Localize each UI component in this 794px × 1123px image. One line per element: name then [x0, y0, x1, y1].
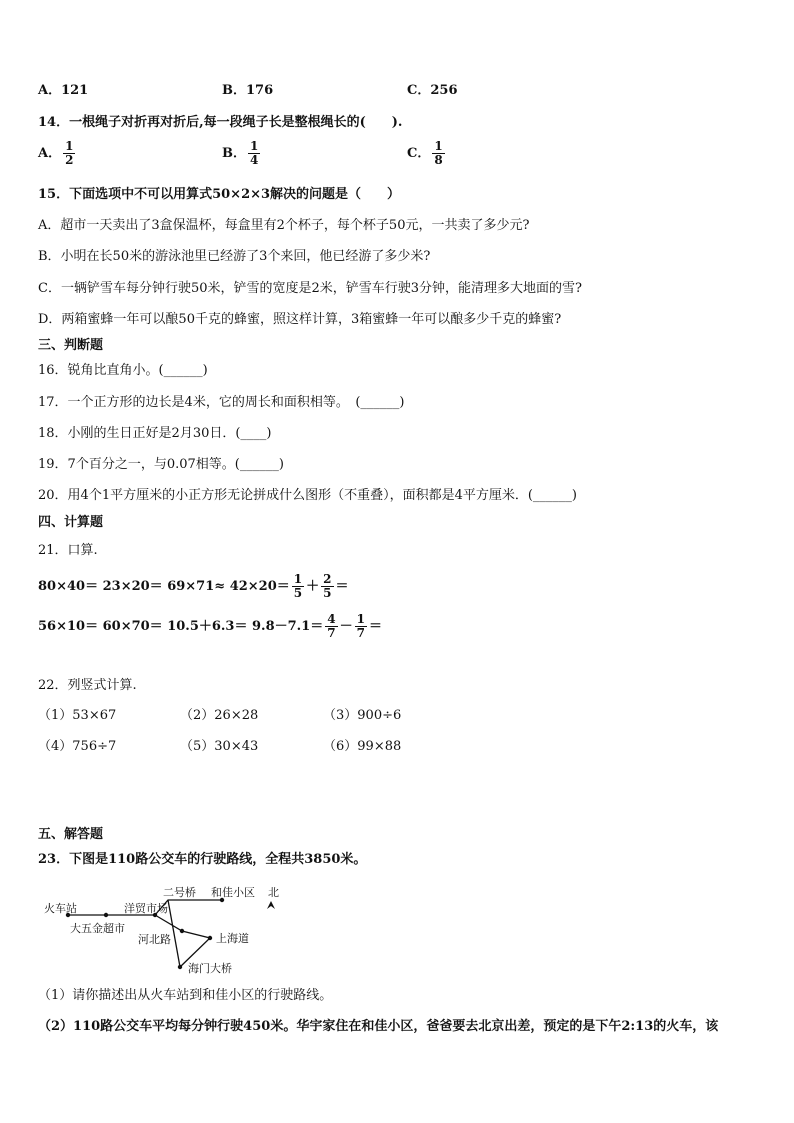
fraction-numerator: 1	[356, 612, 365, 626]
q16-statement[interactable]: 16．锐角比直角小。(______)	[38, 363, 208, 378]
stop-dot-shanghaidao	[208, 936, 212, 940]
section-4-heading: 四、计算题	[38, 515, 104, 530]
q19-statement[interactable]: 19．7个百分之一，与0.07相等。(______)	[38, 457, 284, 472]
q22-item-3: （3）900÷6	[323, 708, 402, 723]
fraction-numerator: 1	[434, 139, 443, 153]
q18-statement[interactable]: 18．小刚的生日正好是2月30日．(____)	[38, 426, 272, 441]
fraction-numerator: 4	[327, 612, 336, 626]
q23-sub-2: （2）110路公交车平均每分钟行驶450米。华宇家住在和佳小区，爸爸要去北京出差，预定的是下午2:13的火车，该	[38, 1019, 719, 1034]
q17-statement[interactable]: 17．一个正方形的边长是4米，它的周长和面积相等。 (______)	[38, 395, 405, 410]
map-label-hebeilu: 河北路	[138, 933, 171, 946]
q15-option-d[interactable]: D．两箱蜜蜂一年可以酿50千克的蜂蜜，照这样计算，3箱蜜蜂一年可以酿多少千克的蜂蜜?	[38, 312, 562, 327]
q22-item-6: （6）99×88	[323, 739, 402, 754]
minus-sign: －	[339, 619, 353, 634]
q20-statement[interactable]: 20．用4个1平方厘米的小正方形无论拼成什么图形（不重叠），面积都是4平方厘米．(______)	[38, 488, 577, 503]
stop-dot-hebeilu	[180, 929, 184, 933]
q14-option-a-label: A．	[38, 145, 62, 161]
stop-dot-haimen	[178, 965, 182, 969]
map-label-shanghaidao: 上海道	[216, 932, 249, 945]
q22-item-5: （5）30×43	[180, 739, 259, 754]
map-label-hejia: 和佳小区	[211, 886, 255, 899]
q23-sub-1: （1）请你描述出从火车站到和佳小区的行驶路线。	[38, 988, 333, 1003]
q13-option-b[interactable]: B．176	[222, 83, 274, 98]
q15-stem: 15．下面选项中不可以用算式50×2×3解决的问题是（ ）	[38, 187, 401, 202]
q13-option-c[interactable]: C．256	[407, 83, 458, 98]
q15-option-a[interactable]: A．超市一天卖出了3盒保温杯，每盒里有2个杯子，每个杯子50元，一共卖了多少元?	[38, 218, 530, 233]
fraction-denominator: 8	[434, 153, 443, 167]
map-label-huochezhan: 火车站	[44, 902, 77, 915]
map-label-yangmao: 洋贸市场	[124, 902, 168, 915]
fraction-denominator: 7	[356, 626, 365, 640]
map-label-haimen: 海门大桥	[188, 962, 232, 975]
fraction-denominator: 2	[65, 153, 74, 167]
q15-option-b[interactable]: B．小明在长50米的游泳池里已经游了3个来回，他已经游了多少米?	[38, 249, 431, 264]
q14-stem: 14．一根绳子对折再对折后,每一段绳子长是整根绳长的( ).	[38, 115, 403, 130]
fraction-numerator: 1	[65, 139, 74, 153]
q22-item-2: （2）26×28	[180, 708, 259, 723]
q22-stem: 22．列竖式计算.	[38, 678, 137, 693]
q21-stem: 21．口算.	[38, 543, 98, 558]
equals-sign: ＝	[368, 619, 382, 634]
q14-option-b-label: B．	[222, 145, 246, 161]
map-label-dawujin: 大五金超市	[70, 922, 125, 935]
stop-dot-dawujin	[104, 913, 108, 917]
q21-row-2-text: 56×10＝ 60×70＝ 10.5＋6.3＝ 9.8－7.1＝	[38, 619, 324, 634]
section-5-heading: 五、解答题	[38, 827, 104, 842]
fraction-denominator: 4	[250, 153, 259, 167]
equals-sign: ＝	[335, 579, 349, 594]
map-label-erhaoqiao: 二号桥	[163, 886, 196, 899]
q22-item-1: （1）53×67	[38, 708, 117, 723]
fraction-denominator: 5	[323, 586, 332, 600]
fraction-denominator: 5	[293, 586, 303, 600]
plus-sign: ＋	[306, 579, 320, 594]
section-3-heading: 三、判断题	[38, 338, 104, 353]
fraction-denominator: 7	[327, 626, 336, 640]
q21-row-1-text: 80×40＝ 23×20＝ 69×71≈ 42×20＝	[38, 579, 290, 594]
q23-stem: 23．下图是110路公交车的行驶路线，全程共3850米。	[38, 852, 367, 867]
q22-item-4: （4）756÷7	[38, 739, 117, 754]
q14-option-c-label: C．	[407, 145, 431, 161]
north-arrow-icon	[267, 901, 275, 909]
fraction-numerator: 1	[250, 139, 259, 153]
q13-option-a[interactable]: A．121	[38, 83, 89, 98]
fraction-numerator: 1	[293, 572, 303, 586]
q15-option-c[interactable]: C．一辆铲雪车每分钟行驶50米，铲雪的宽度是2米，铲雪车行驶3分钟，能清理多大地面的雪?	[38, 281, 583, 296]
map-label-north: 北	[268, 886, 279, 899]
fraction-numerator: 2	[323, 572, 332, 586]
